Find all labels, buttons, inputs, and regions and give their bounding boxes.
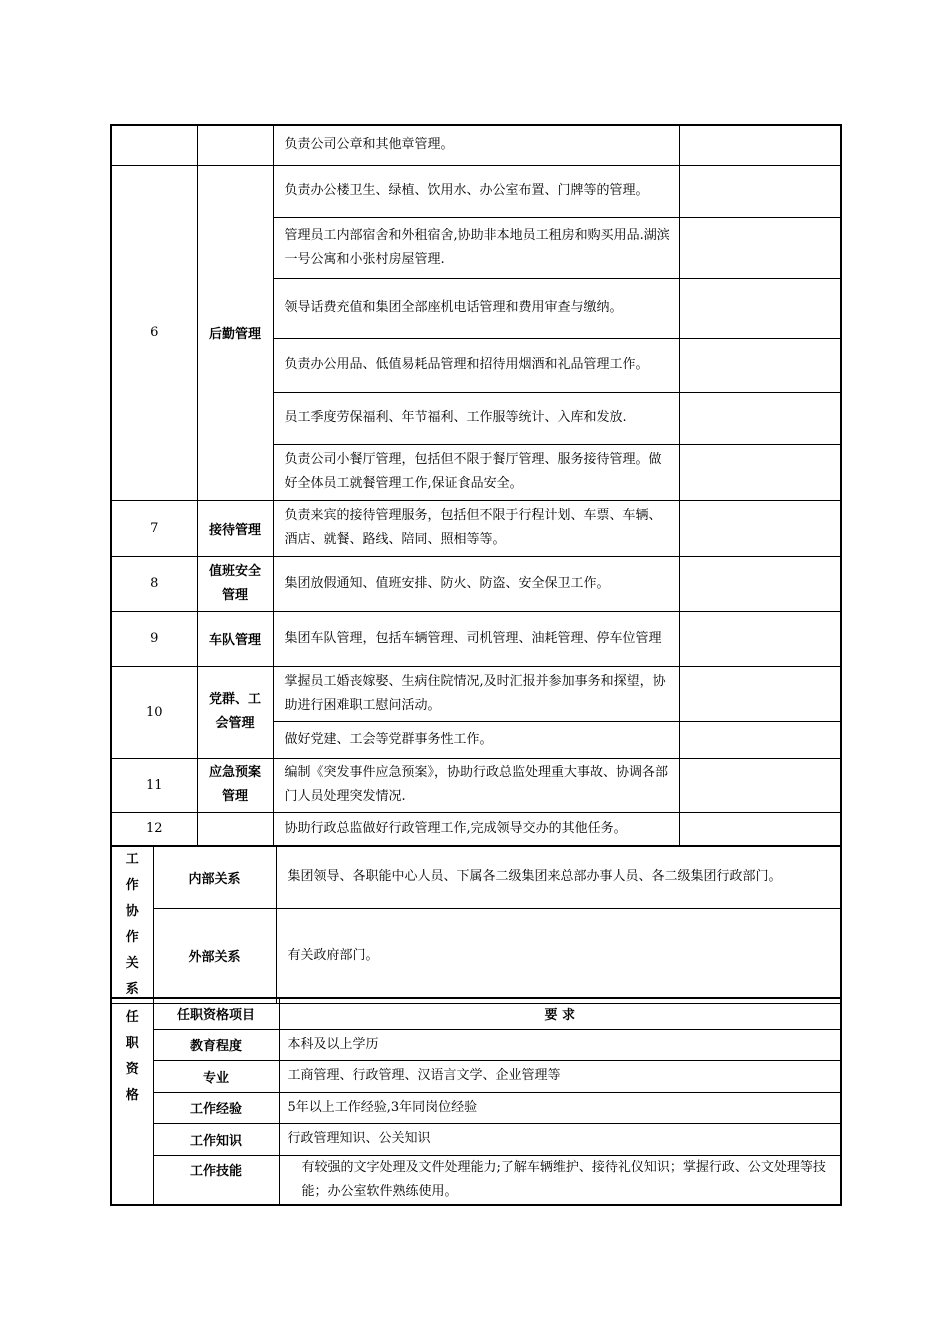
duties-table: [110, 124, 842, 846]
qualification-requirement: 有较强的文字处理及文件处理能力;了解车辆维护、接待礼仪知识；掌握行政、公文处理等技能；办公室软件熟练使用。: [279, 1155, 841, 1205]
internal-relation-label: 内部关系: [153, 846, 276, 908]
external-relation-text: 有关政府部门。: [276, 908, 841, 1003]
table-row: [111, 758, 841, 812]
duty-text: 集团放假通知、值班安排、防火、防盗、安全保卫工作。: [273, 556, 679, 611]
duty-text: 负责公司公章和其他章管理。: [273, 125, 679, 165]
duty-text: 编制《突发事件应急预案》，协助行政总监处理重大事故、协调各部门人员处理突发情况.: [273, 758, 679, 812]
qualification-requirement: 5年以上工作经验,3年同岗位经验: [279, 1092, 841, 1123]
qualification-requirement: 工商管理、行政管理、汉语言文学、企业管理等: [279, 1060, 841, 1092]
qualification-item: 专业: [153, 1060, 279, 1092]
duty-category: 应急预案 管理: [197, 758, 273, 812]
internal-relation-text: 集团领导、各职能中心人员、下属各二级集团来总部办事人员、各二级集团行政部门。: [276, 846, 841, 908]
duty-text: 集团车队管理，包括车辆管理、司机管理、油耗管理、停车位管理: [273, 611, 679, 666]
table-row: [111, 500, 841, 556]
column-header-requirement: 要 求: [279, 998, 841, 1029]
qualification-requirement: 本科及以上学历: [279, 1029, 841, 1060]
qualification-requirement: 行政管理知识、公关知识: [279, 1123, 841, 1155]
table-row: [111, 165, 841, 217]
item-number: 7: [111, 500, 197, 556]
cooperation-heading: 工 作 协 作 关 系: [111, 846, 153, 1004]
qualification-item: 工作技能: [153, 1155, 279, 1205]
duty-text: 员工季度劳保福利、年节福利、工作服等统计、入库和发放.: [273, 392, 679, 444]
item-number: 11: [111, 758, 197, 812]
table-row: [111, 556, 841, 611]
duty-category: 接待管理: [197, 500, 273, 556]
duty-text: 负责来宾的接待管理服务，包括但不限于行程计划、车票、车辆、酒店、就餐、路线、陪同、照相等等。: [273, 500, 679, 556]
table-row: [111, 812, 841, 845]
table-row: [111, 1092, 841, 1123]
cooperation-table: [110, 845, 842, 1004]
item-number: 8: [111, 556, 197, 611]
duty-text: 负责办公用品、低值易耗品管理和招待用烟酒和礼品管理工作。: [273, 338, 679, 392]
duty-text: 协助行政总监做好行政管理工作,完成领导交办的其他任务。: [273, 812, 679, 845]
item-number: 10: [111, 666, 197, 758]
table-row: [111, 998, 841, 1029]
external-relation-label: 外部关系: [153, 908, 276, 1003]
item-number: 12: [111, 812, 197, 845]
table-row: [111, 1029, 841, 1060]
duty-text: 掌握员工婚丧嫁娶、生病住院情况,及时汇报并参加事务和探望，协助进行困难职工慰问活动。: [273, 666, 679, 721]
table-row: [111, 611, 841, 666]
duty-text: 领导话费充值和集团全部座机电话管理和费用审查与缴纳。: [273, 278, 679, 338]
duty-category: 后勤管理: [197, 165, 273, 500]
duty-category: 党群、工 会管理: [197, 666, 273, 758]
table-row: [111, 1060, 841, 1092]
item-number: 9: [111, 611, 197, 666]
table-row: [111, 908, 841, 1003]
duty-category: 值班安全 管理: [197, 556, 273, 611]
item-number: 6: [111, 165, 197, 500]
duty-text: 管理员工内部宿舍和外租宿舍,协助非本地员工租房和购买用品.湖滨一号公寓和小张村房屋管理.: [273, 217, 679, 278]
qualification-item: 教育程度: [153, 1029, 279, 1060]
table-row: [111, 1155, 841, 1205]
table-row: [111, 1123, 841, 1155]
qualification-item: 工作知识: [153, 1123, 279, 1155]
table-row: [111, 846, 841, 908]
table-row: [111, 666, 841, 721]
duty-text: 负责办公楼卫生、绿植、饮用水、办公室布置、门牌等的管理。: [273, 165, 679, 217]
qualification-item: 工作经验: [153, 1092, 279, 1123]
table-row: [111, 125, 841, 165]
qualification-table: [110, 997, 842, 1206]
duty-text: 做好党建、工会等党群事务性工作。: [273, 721, 679, 758]
column-header-item: 任职资格项目: [153, 998, 279, 1029]
duty-category: 车队管理: [197, 611, 273, 666]
qualification-heading: 任 职 资 格: [111, 998, 153, 1205]
duty-text: 负责公司小餐厅管理，包括但不限于餐厅管理、服务接待管理。做好全体员工就餐管理工作,保证食品安全。: [273, 444, 679, 500]
